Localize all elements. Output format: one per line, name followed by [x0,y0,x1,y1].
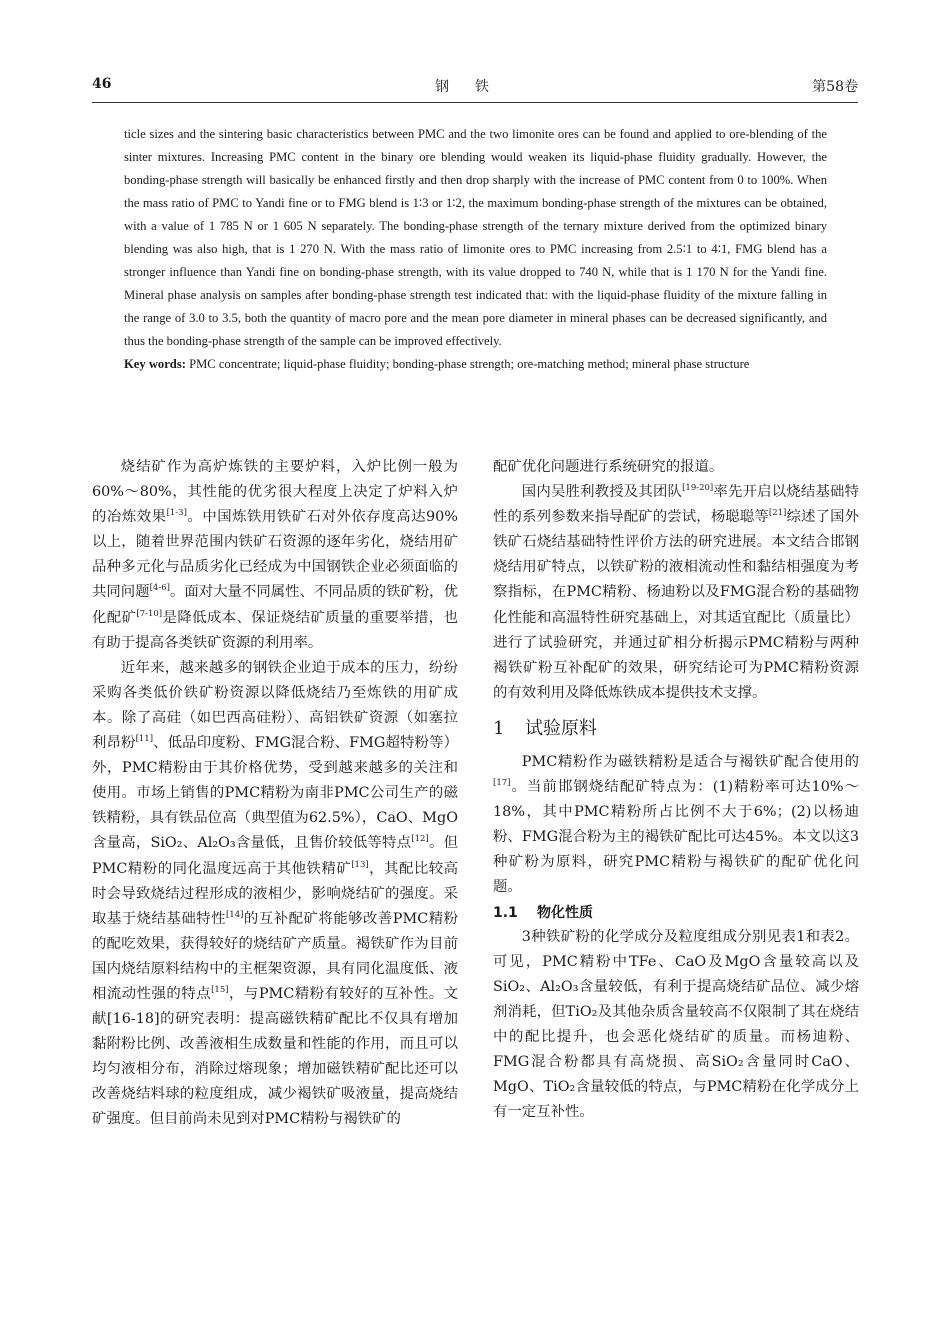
keywords-text: PMC concentrate; liquid-phase fluidity; bonding-phase strength; ore-matching method; mineral phase structure [189,357,750,371]
page-number: 46 [92,76,112,92]
citation: [4-6] [149,583,170,594]
citation: [14] [225,909,244,920]
intro-paragraph-1: 烧结矿作为高炉炼铁的主要炉料，入炉比例一般为60%～80%，其性能的优劣很大程度上决定了炉料入炉的冶炼效果[1-3]。中国炼铁用铁矿石对外依存度高达90%以上，随着世界范围内铁矿石资源的逐年劣化，烧结用矿品种多元化与品质劣化已经成为中国钢铁企业必须面临的共同问题[4-6]。面对大量不同属性、不同品质的铁矿粉，优化配矿[7-10]是降低成本、保证烧结矿质量的重要举措，也有助于提高各类铁矿资源的利用率。 [92,459,458,651]
section-heading-1 [493,714,859,744]
english-abstract [124,123,827,376]
abstract-text: ticle sizes and the sintering basic characteristics between PMC and the two limonite ores can be found and applied to ore-blending of the sinter mixtures. Increasing PMC content in the binary ore blending would weaken its liquid-phase fluidity gradually. However, the bonding-phase strength will basically be enhanced firstly and then drop sharply with the increase of PMC content from 0 to 100%. When the mass ratio of PMC to Yandi fine or to FMG blend is 1∶3 or 1∶2, the maximum bonding-phase strength of the mixtures can be obtained, with a value of 1 785 N or 1 605 N separately. The bonding-phase strength of the ternary mixture derived from the optimized binary blending was also high, that is 1 270 N. With the mass ratio of limonite ores to PMC increasing from 2.5∶1 to 4∶1, FMG blend has a stronger influence than Yandi fine on bonding-phase strength, with its value dropped to 740 N, while that is 1 170 N for the Yandi fine. Mineral phase analysis on samples after bonding-phase strength test indicated that: with the liquid-phase fluidity of the mixture falling in the range of 3.0 to 3.5, both the quantity of macro pore and the mean pore diameter in mineral phases can be decreased significantly, and thus the bonding-phase strength of the sample can be improved effectively. [124,127,827,348]
page-header [92,76,858,100]
citation: [21] [768,508,787,519]
subsection-number: 1.1 [493,904,518,921]
subsection-1-1-paragraph: 3种铁矿粉的化学成分及粒度组成分别见表1和表2。可见，PMC精粉中TFe、CaO及MgO含量较高以及SiO₂、Al₂O₃含量较低，有利于提高烧结矿品位、减少熔剂消耗，但TiO₂及其他杂质含量较高不仅限制了其在烧结中的配比提升，也会恶化烧结矿的质量。而杨迪粉、FMG混合粉都具有高烧损、高SiO₂含量同时CaO、MgO、TiO₂含量较低的特点，与PMC精粉在化学成分上有一定互补性。 [493,928,859,1121]
left-column [92,455,458,1133]
subsection-heading-1-1 [493,901,859,925]
volume-label: 第58卷 [812,79,858,95]
citation: [13] [351,859,369,870]
keywords-label: Key words: [124,357,186,371]
citation: [19-20] [682,483,714,494]
section-1-paragraph: PMC精粉作为磁铁精粉是适合与褐铁矿配合使用的[17]。当前邯钢烧结配矿特点为：(1)精粉率可达10%～18%，其中PMC精粉所占比例不大于6%；(2)以杨迪粉、FMG混合粉为主的褐铁矿配比可达45%。本文以这3种矿粉为原料，研究PMC精粉与褐铁矿的配矿优化问题。 [493,753,859,896]
header-rule [92,102,858,103]
right-column [493,455,859,1125]
citation: [15] [211,984,229,995]
journal-title: 钢铁 [435,79,515,95]
intro-paragraph-2-continued: 配矿优化问题进行系统研究的报道。 [493,459,724,475]
citation: [17] [493,778,511,789]
section-title: 试验原料 [525,717,597,739]
section-number: 1 [493,717,505,739]
citation: [12] [411,834,429,845]
citation: [7-10] [136,608,163,619]
intro-paragraph-2: 近年来，越来越多的钢铁企业迫于成本的压力，纷纷采购各类低价铁矿粉资源以降低烧结乃至炼铁的用矿成本。除了高硅（如巴西高硅粉）、高铝铁矿资源（如塞拉利昂粉[11]、低品印度粉、FMG混合粉、FMG超特粉等）外，PMC精粉由于其价格优势，受到越来越多的关注和使用。市场上销售的PMC精粉为南非PMC公司生产的磁铁精粉，具有铁品位高（典型值为62.5%），CaO、MgO含量高，SiO₂、Al₂O₃含量低，且售价较低等特点[12]。但PMC精粉的同化温度远高于其他铁精矿[13]，其配比较高时会导致烧结过程形成的液相少，影响烧结矿的强度。采取基于烧结基础特性[14]的互补配矿将能够改善PMC精粉的配吃效果，获得较好的烧结矿产质量。褐铁矿作为目前国内烧结原料结构中的主框架资源，具有同化温度低、液相流动性强的特点[15]，与PMC精粉有较好的互补性。文献[16-18]的研究表明：提高磁铁精矿配比不仅具有增加黏附粉比例、改善液相生成数量和性能的作用，而且可以均匀液相分布，消除过熔现象；增加磁铁精矿配比还可以改善烧结料球的粒度组成，减少褐铁矿吸液量，提高烧结矿强度。但目前尚未见到对PMC精粉与褐铁矿的 [92,659,458,1128]
keywords [124,353,827,376]
citation: [11] [135,734,154,745]
intro-paragraph-3: 国内吴胜利教授及其团队[19-20]率先开启以烧结基础特性的系列参数来指导配矿的尝试，杨聪聪等[21]综述了国外铁矿石烧结基础特性评价方法的研究进展。本文结合邯钢烧结用矿特点，以铁矿粉的液相流动性和黏结相强度为考察指标，在PMC精粉、杨迪粉以及FMG混合粉的基础物化性能和高温特性研究基础上，对其适宜配比（质量比）进行了试验研究，并通过矿相分析揭示PMC精粉与两种褐铁矿粉互补配矿的效果，研究结论可为PMC精粉资源的有效利用及降低炼铁成本提供技术支撑。 [493,483,859,701]
subsection-title: 物化性质 [537,904,593,921]
citation: [1-3] [166,508,187,519]
